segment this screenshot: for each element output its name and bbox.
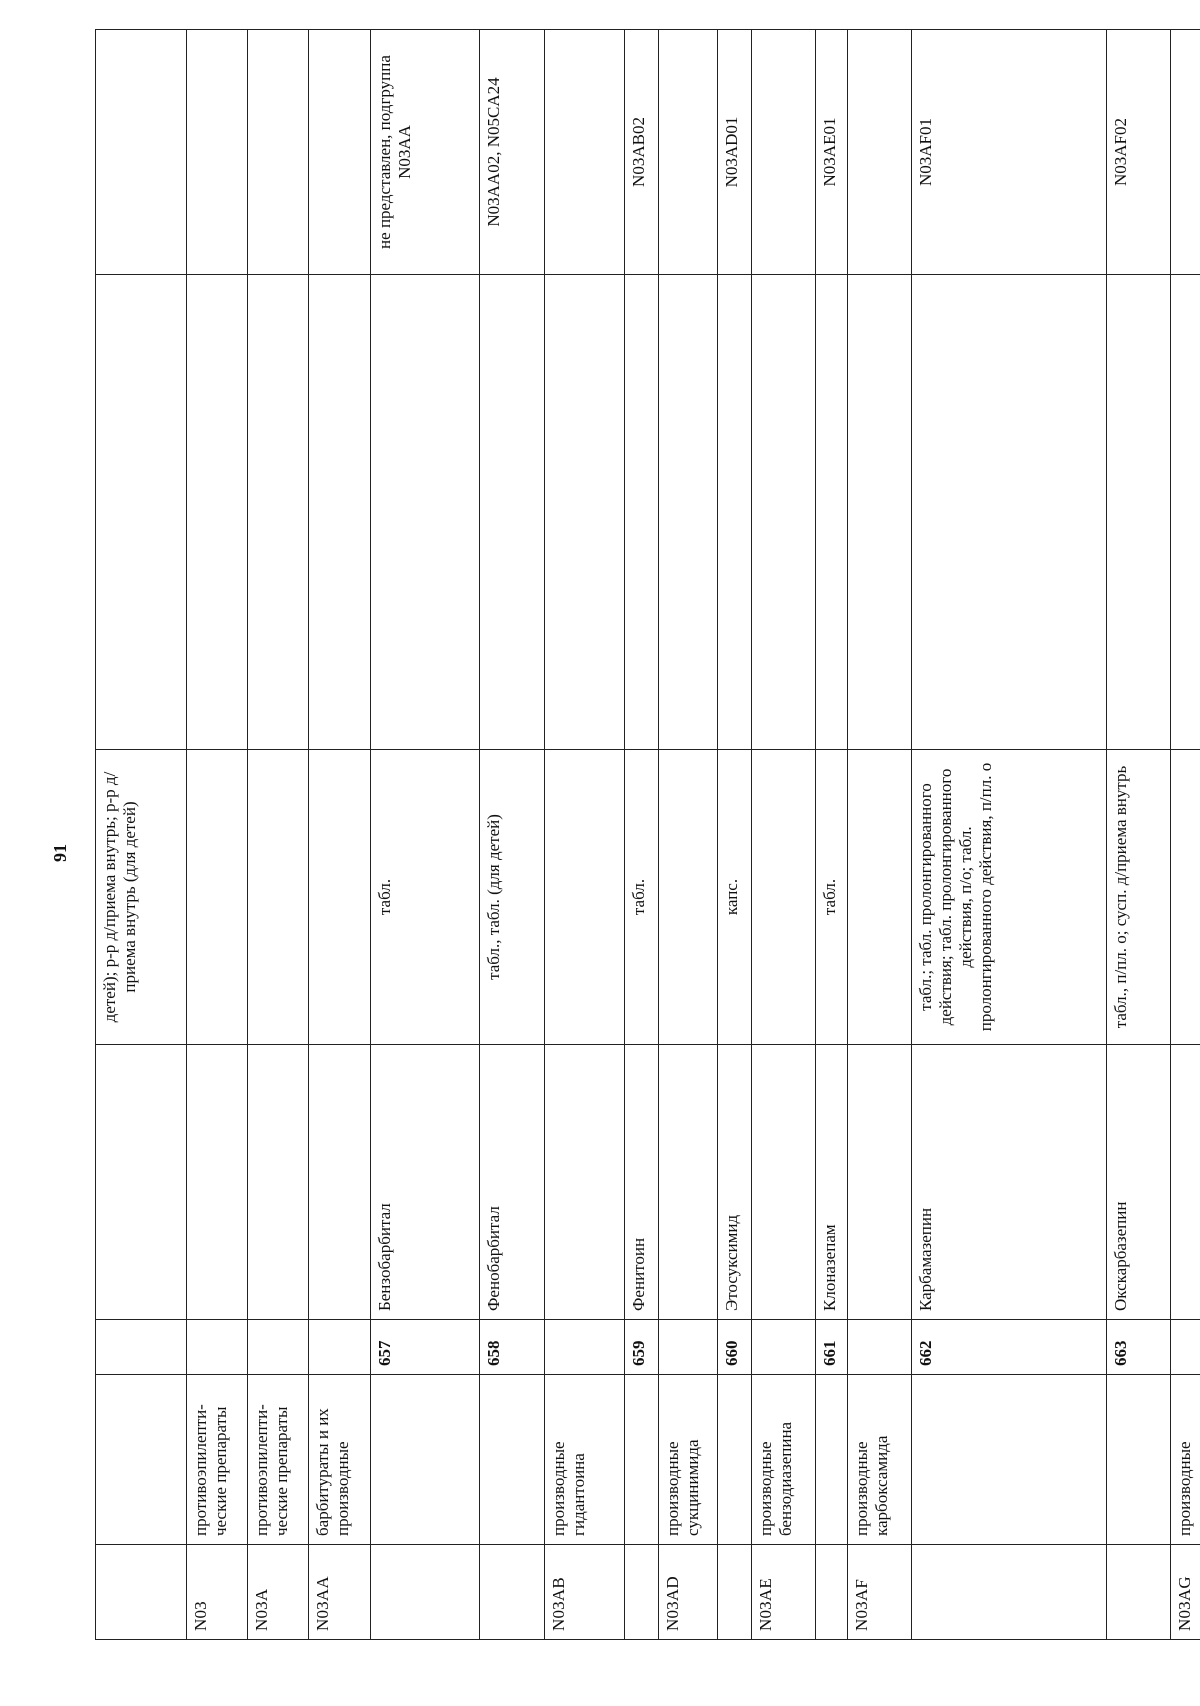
- atc-code-cell: [1170, 30, 1200, 275]
- atc-group-code-cell: N03AF: [848, 1545, 912, 1640]
- atc-code-cell: N03AD01: [717, 30, 751, 275]
- dosage-form-cell: [545, 750, 624, 1045]
- atc-group-code-cell: [1107, 1545, 1171, 1640]
- dosage-form-cell: табл.: [815, 750, 848, 1045]
- table-row: [848, 30, 912, 1640]
- note-cell: [912, 275, 1107, 750]
- group-name-cell: [479, 1375, 545, 1545]
- atc-group-code-cell: [815, 1545, 848, 1640]
- table-row: [370, 30, 479, 1640]
- atc-group-code-cell: N03AB: [545, 1545, 624, 1640]
- drug-name-cell: [248, 1045, 309, 1320]
- table-row: [752, 30, 816, 1640]
- note-cell: [624, 275, 658, 750]
- group-name-cell: противоэпилепти-ческие препараты: [186, 1375, 247, 1545]
- atc-group-code-cell: [96, 1545, 187, 1640]
- drug-name-cell: Клоназепам: [815, 1045, 848, 1320]
- drug-name-cell: [309, 1045, 370, 1320]
- note-cell: [248, 275, 309, 750]
- dosage-form-cell: детей); р-р д/приема внутрь; р-р д/приема внутрь (для детей): [96, 750, 187, 1045]
- item-number-cell: [248, 1320, 309, 1375]
- note-cell: [815, 275, 848, 750]
- item-number-cell: 659: [624, 1320, 658, 1375]
- group-name-cell: [370, 1375, 479, 1545]
- group-name-cell: [912, 1375, 1107, 1545]
- item-number-cell: [96, 1320, 187, 1375]
- note-cell: [96, 275, 187, 750]
- note-cell: [309, 275, 370, 750]
- table-row: [479, 30, 545, 1640]
- atc-code-cell: [545, 30, 624, 275]
- item-number-cell: 661: [815, 1320, 848, 1375]
- atc-group-code-cell: [912, 1545, 1107, 1640]
- note-cell: [1170, 275, 1200, 750]
- dosage-form-cell: табл., п/пл. о; сусп. д/приема внутрь: [1107, 750, 1171, 1045]
- group-name-cell: [1107, 1375, 1171, 1545]
- table-row: [658, 30, 717, 1640]
- drug-name-cell: Бензобарбитал: [370, 1045, 479, 1320]
- note-cell: [370, 275, 479, 750]
- atc-group-code-cell: [479, 1545, 545, 1640]
- group-name-cell: производные бензодиазепина: [752, 1375, 816, 1545]
- dosage-form-cell: табл., табл. (для детей): [479, 750, 545, 1045]
- table-row: [309, 30, 370, 1640]
- item-number-cell: [309, 1320, 370, 1375]
- note-cell: [658, 275, 717, 750]
- page-number: 91: [50, 844, 70, 862]
- table-row: [815, 30, 848, 1640]
- item-number-cell: 662: [912, 1320, 1107, 1375]
- item-number-cell: [186, 1320, 247, 1375]
- table-body: [96, 30, 1200, 1640]
- group-name-cell: [815, 1375, 848, 1545]
- item-number-cell: [658, 1320, 717, 1375]
- drug-name-cell: Карбамазепин: [912, 1045, 1107, 1320]
- dosage-form-cell: [1170, 750, 1200, 1045]
- atc-group-code-cell: N03AG: [1170, 1545, 1200, 1640]
- atc-group-code-cell: N03: [186, 1545, 247, 1640]
- atc-group-code-cell: N03AA: [309, 1545, 370, 1640]
- drug-name-cell: Фенитоин: [624, 1045, 658, 1320]
- drug-name-cell: [545, 1045, 624, 1320]
- note-cell: [186, 275, 247, 750]
- rotated-table-container: [95, 30, 1200, 1640]
- atc-group-code-cell: [624, 1545, 658, 1640]
- drug-name-cell: [752, 1045, 816, 1320]
- table-row: [545, 30, 624, 1640]
- group-name-cell: [624, 1375, 658, 1545]
- atc-code-cell: N03AF02: [1107, 30, 1171, 275]
- note-cell: [1107, 275, 1171, 750]
- group-name-cell: [96, 1375, 187, 1545]
- item-number-cell: 663: [1107, 1320, 1171, 1375]
- note-cell: [848, 275, 912, 750]
- drug-table: [95, 29, 1200, 1640]
- dosage-form-cell: [658, 750, 717, 1045]
- dosage-form-cell: [186, 750, 247, 1045]
- atc-code-cell: [248, 30, 309, 275]
- atc-group-code-cell: N03AD: [658, 1545, 717, 1640]
- item-number-cell: [848, 1320, 912, 1375]
- table-row: [248, 30, 309, 1640]
- drug-name-cell: [1170, 1045, 1200, 1320]
- table-row: [717, 30, 751, 1640]
- atc-code-cell: N03AE01: [815, 30, 848, 275]
- atc-code-cell: [186, 30, 247, 275]
- dosage-form-cell: табл.: [370, 750, 479, 1045]
- atc-code-cell: [658, 30, 717, 275]
- item-number-cell: [752, 1320, 816, 1375]
- atc-code-cell: N03AB02: [624, 30, 658, 275]
- group-name-cell: противоэпилепти-ческие препараты: [248, 1375, 309, 1545]
- item-number-cell: [1170, 1320, 1200, 1375]
- group-name-cell: производные карбоксамида: [848, 1375, 912, 1545]
- dosage-form-cell: табл.; табл. пролонгированного действия; табл. пролонгированного действия, п/о; табл. пролонгированного действия, п/пл. о: [912, 750, 1107, 1045]
- atc-code-cell: N03AF01: [912, 30, 1107, 275]
- item-number-cell: 657: [370, 1320, 479, 1375]
- item-number-cell: 660: [717, 1320, 751, 1375]
- dosage-form-cell: [848, 750, 912, 1045]
- dosage-form-cell: [248, 750, 309, 1045]
- group-name-cell: производные гидантоина: [545, 1375, 624, 1545]
- note-cell: [717, 275, 751, 750]
- group-name-cell: производные: [1170, 1375, 1200, 1545]
- note-cell: [752, 275, 816, 750]
- drug-name-cell: [848, 1045, 912, 1320]
- dosage-form-cell: [752, 750, 816, 1045]
- drug-name-cell: Окскарбазепин: [1107, 1045, 1171, 1320]
- atc-code-cell: не представлен, подгруппа N03AA: [370, 30, 479, 275]
- note-cell: [545, 275, 624, 750]
- drug-name-cell: Фенобарбитал: [479, 1045, 545, 1320]
- table-row: [1170, 30, 1200, 1640]
- group-name-cell: барбитураты и их производные: [309, 1375, 370, 1545]
- group-name-cell: [717, 1375, 751, 1545]
- atc-code-cell: [309, 30, 370, 275]
- atc-group-code-cell: N03A: [248, 1545, 309, 1640]
- table-row: [186, 30, 247, 1640]
- atc-code-cell: [96, 30, 187, 275]
- group-name-cell: производные сукцинимида: [658, 1375, 717, 1545]
- atc-code-cell: [848, 30, 912, 275]
- drug-name-cell: Этосуксимид: [717, 1045, 751, 1320]
- table-row: [624, 30, 658, 1640]
- drug-name-cell: [186, 1045, 247, 1320]
- atc-code-cell: N03AA02, N05CA24: [479, 30, 545, 275]
- atc-group-code-cell: [717, 1545, 751, 1640]
- atc-group-code-cell: [370, 1545, 479, 1640]
- drug-name-cell: [96, 1045, 187, 1320]
- item-number-cell: 658: [479, 1320, 545, 1375]
- item-number-cell: [545, 1320, 624, 1375]
- atc-group-code-cell: N03AE: [752, 1545, 816, 1640]
- atc-code-cell: [752, 30, 816, 275]
- table-row: [96, 30, 187, 1640]
- dosage-form-cell: табл.: [624, 750, 658, 1045]
- table-row: [912, 30, 1107, 1640]
- note-cell: [479, 275, 545, 750]
- dosage-form-cell: капс.: [717, 750, 751, 1045]
- dosage-form-cell: [309, 750, 370, 1045]
- table-row: [1107, 30, 1171, 1640]
- drug-name-cell: [658, 1045, 717, 1320]
